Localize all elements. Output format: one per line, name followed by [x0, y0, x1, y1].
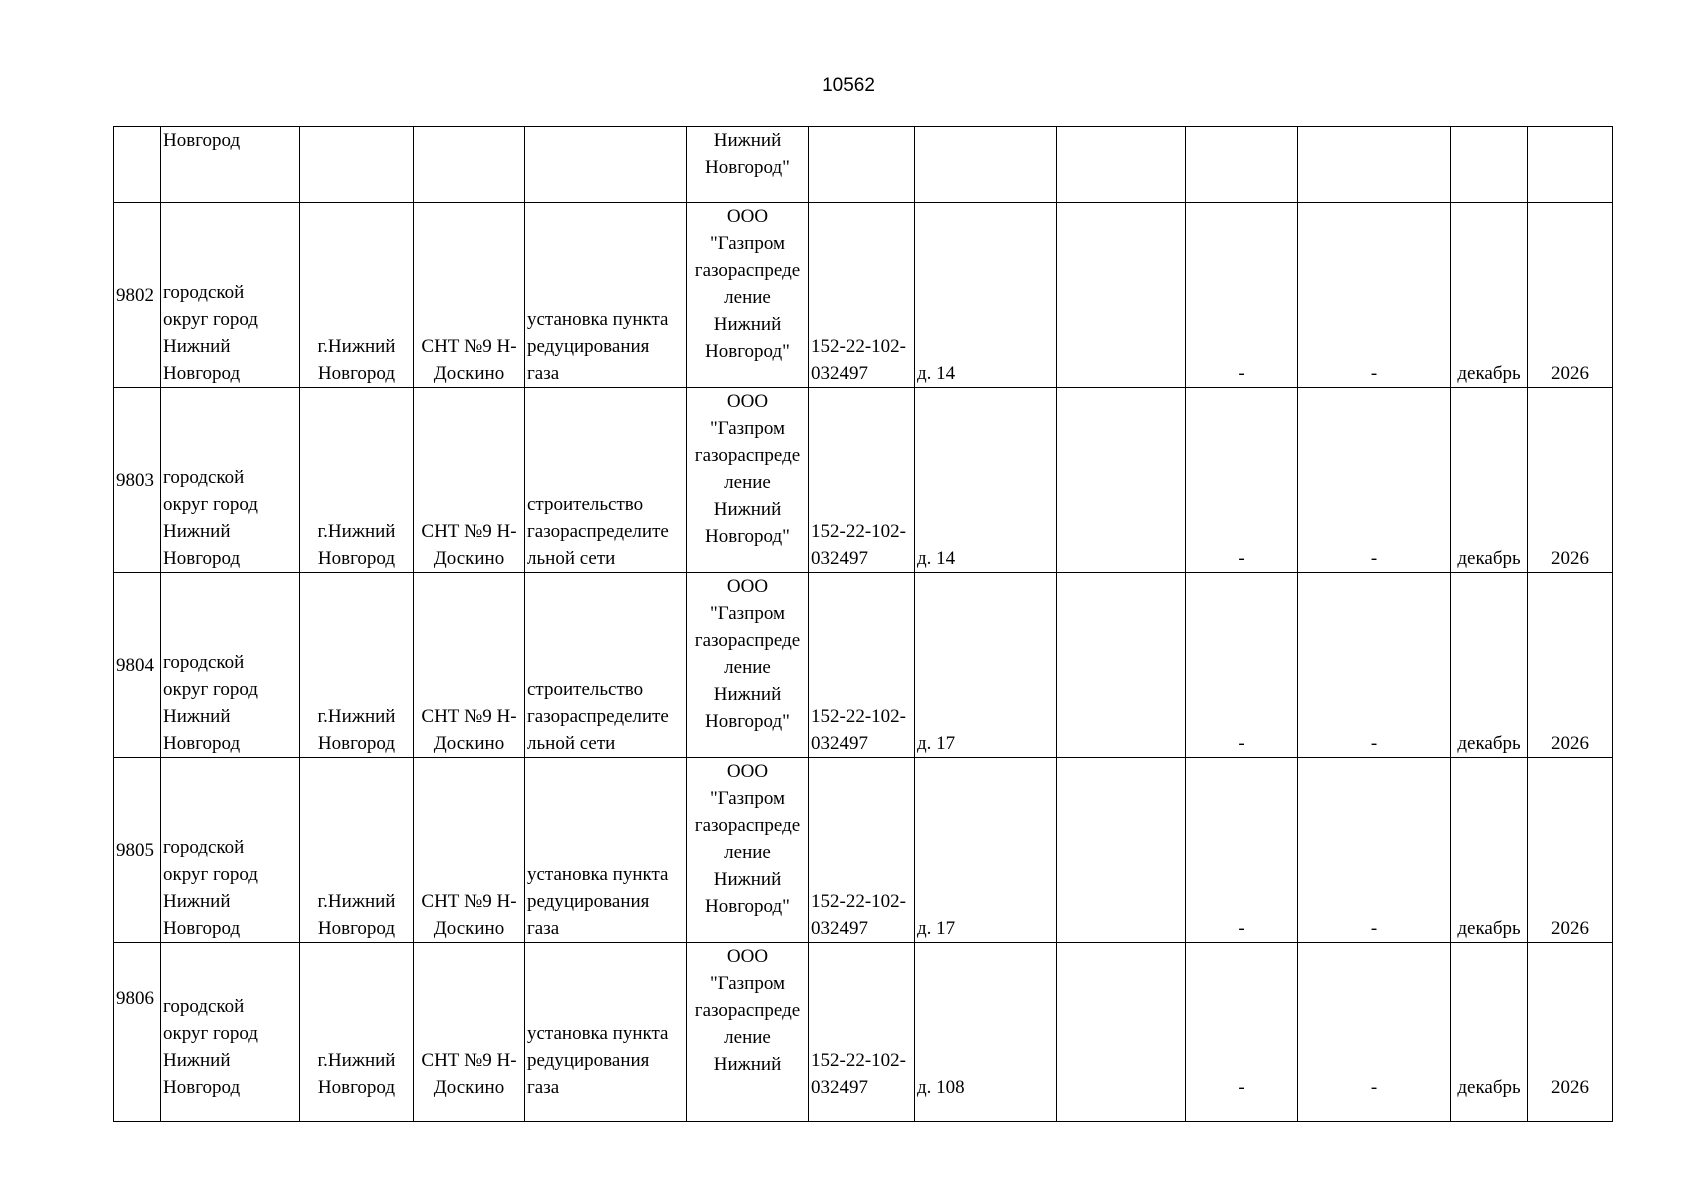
district-line: Новгород: [163, 548, 241, 569]
registry-line: 152-22-102-: [811, 706, 906, 727]
cell-settlement: [414, 573, 525, 758]
city-line: Новгород: [317, 733, 396, 754]
city-line: г.Нижний: [317, 521, 396, 542]
district-line: Новгород: [163, 130, 241, 151]
district-line: Новгород: [163, 918, 241, 939]
org-line: ление: [724, 657, 771, 678]
table-row: [114, 388, 1613, 573]
work-line: редуцирования: [527, 1050, 650, 1071]
district-line: городской: [163, 282, 245, 303]
cell-settlement: [414, 758, 525, 943]
org-line: газораспреде: [694, 445, 801, 466]
cell-empty: [1186, 127, 1298, 203]
cell-number: 9805: [114, 758, 161, 943]
cell-house: [915, 127, 1057, 203]
cell-district: [161, 203, 300, 388]
city-line: г.Нижний: [317, 706, 396, 727]
district-line: городской: [163, 467, 245, 488]
district-line: округ город: [163, 494, 258, 515]
settlement-line: СНТ №9 Н-: [421, 336, 517, 357]
cell-dash: -: [1186, 758, 1298, 943]
registry-table: [113, 126, 1613, 1122]
settlement-line: Доскино: [433, 548, 505, 569]
cell-registry-number: [809, 758, 915, 943]
cell-city: [300, 573, 414, 758]
page-number: 10562: [822, 75, 875, 96]
city-line: Новгород: [317, 1077, 396, 1098]
cell-organization: [687, 758, 809, 943]
cell-organization: [687, 203, 809, 388]
org-line: Нижний: [713, 130, 782, 151]
district-line: Нижний: [163, 706, 231, 727]
district-line: округ город: [163, 679, 258, 700]
cell-work-type: [525, 388, 687, 573]
table-row: [114, 573, 1613, 758]
org-line: Нижний: [713, 314, 782, 335]
cell-work-type: [525, 758, 687, 943]
cell-district: [161, 758, 300, 943]
work-line: газа: [527, 918, 560, 939]
work-line: установка пункта: [527, 309, 669, 330]
org-line: ООО: [726, 761, 769, 782]
org-line: газораспреде: [694, 630, 801, 651]
cell-organization: [687, 388, 809, 573]
work-line: установка пункта: [527, 864, 669, 885]
org-line: газораспреде: [694, 1000, 801, 1021]
org-line: "Газпром: [709, 418, 786, 439]
cell-organization: [687, 127, 809, 203]
org-line: "Газпром: [709, 603, 786, 624]
cell-month: декабрь: [1451, 943, 1528, 1122]
cell-year: 2026: [1528, 203, 1613, 388]
cell-work-type: [525, 203, 687, 388]
org-line: Новгород": [705, 341, 790, 362]
city-line: г.Нижний: [317, 1050, 396, 1071]
table-row: [114, 203, 1613, 388]
cell-year: 2026: [1528, 573, 1613, 758]
cell-city: [300, 388, 414, 573]
org-line: "Газпром: [709, 788, 786, 809]
city-line: г.Нижний: [317, 336, 396, 357]
org-line: ООО: [726, 946, 769, 967]
registry-line: 032497: [811, 918, 868, 939]
table-row: [114, 758, 1613, 943]
city-line: Новгород: [317, 918, 396, 939]
work-line: строительство: [527, 679, 644, 700]
work-line: льной сети: [527, 548, 616, 569]
cell-number: 9803: [114, 388, 161, 573]
cell-city: [300, 127, 414, 203]
org-line: Нижний: [713, 684, 782, 705]
cell-dash: -: [1298, 943, 1451, 1122]
cell-dash: -: [1186, 573, 1298, 758]
city-line: г.Нижний: [317, 891, 396, 912]
org-line: ООО: [726, 206, 769, 227]
org-line: Новгород": [705, 526, 790, 547]
settlement-line: СНТ №9 Н-: [421, 521, 517, 542]
cell-settlement: [414, 203, 525, 388]
city-line: Новгород: [317, 363, 396, 384]
org-line: Новгород": [705, 896, 790, 917]
cell-month: декабрь: [1451, 573, 1528, 758]
district-line: городской: [163, 837, 245, 858]
org-line: газораспреде: [694, 260, 801, 281]
registry-line: 152-22-102-: [811, 521, 906, 542]
cell-city: [300, 943, 414, 1122]
settlement-line: Доскино: [433, 363, 505, 384]
cell-district: [161, 127, 300, 203]
work-line: льной сети: [527, 733, 616, 754]
org-line: Новгород": [705, 711, 790, 732]
cell-registry-number: [809, 203, 915, 388]
registry-line: 152-22-102-: [811, 1050, 906, 1071]
settlement-line: СНТ №9 Н-: [421, 891, 517, 912]
registry-line: 032497: [811, 733, 868, 754]
registry-line: 152-22-102-: [811, 336, 906, 357]
city-line: Новгород: [317, 548, 396, 569]
cell-empty: [1057, 943, 1186, 1122]
cell-month: декабрь: [1451, 758, 1528, 943]
cell-dash: -: [1298, 758, 1451, 943]
settlement-line: СНТ №9 Н-: [421, 706, 517, 727]
district-line: Новгород: [163, 363, 241, 384]
org-line: "Газпром: [709, 973, 786, 994]
cell-dash: -: [1186, 943, 1298, 1122]
table-row: [114, 943, 1613, 1122]
settlement-line: Доскино: [433, 918, 505, 939]
cell-city: [300, 758, 414, 943]
registry-line: 032497: [811, 548, 868, 569]
work-line: газораспределите: [527, 521, 669, 542]
cell-registry-number: [809, 943, 915, 1122]
cell-house: д. 14: [915, 203, 1057, 388]
org-line: ООО: [726, 391, 769, 412]
cell-dash: -: [1298, 573, 1451, 758]
org-line: Новгород": [705, 157, 790, 178]
district-line: Новгород: [163, 733, 241, 754]
org-line: ООО: [726, 576, 769, 597]
work-line: редуцирования: [527, 336, 650, 357]
cell-number: 9806: [114, 943, 161, 1122]
cell-house: д. 17: [915, 758, 1057, 943]
registry-line: 032497: [811, 363, 868, 384]
cell-dash: -: [1186, 203, 1298, 388]
cell-registry-number: [809, 573, 915, 758]
org-line: ление: [724, 1027, 771, 1048]
org-line: ление: [724, 842, 771, 863]
cell-year: 2026: [1528, 758, 1613, 943]
cell-empty: [1057, 573, 1186, 758]
cell-year: 2026: [1528, 388, 1613, 573]
cell-settlement: [414, 943, 525, 1122]
cell-work-type: [525, 573, 687, 758]
org-line: газораспреде: [694, 815, 801, 836]
cell-empty: [1057, 203, 1186, 388]
cell-registry-number: [809, 127, 915, 203]
district-line: Нижний: [163, 891, 231, 912]
district-line: Нижний: [163, 336, 231, 357]
work-line: газа: [527, 1077, 560, 1098]
work-line: установка пункта: [527, 1023, 669, 1044]
district-line: округ город: [163, 864, 258, 885]
cell-settlement: [414, 127, 525, 203]
cell-house: д. 17: [915, 573, 1057, 758]
district-line: Нижний: [163, 521, 231, 542]
cell-work-type: [525, 127, 687, 203]
org-line: Нижний: [713, 1054, 782, 1075]
registry-line: 032497: [811, 1077, 868, 1098]
cell-district: [161, 573, 300, 758]
cell-registry-number: [809, 388, 915, 573]
cell-city: [300, 203, 414, 388]
district-line: округ город: [163, 1023, 258, 1044]
settlement-line: СНТ №9 Н-: [421, 1050, 517, 1071]
district-line: городской: [163, 996, 245, 1017]
settlement-line: Доскино: [433, 733, 505, 754]
org-line: ление: [724, 287, 771, 308]
cell-dash: -: [1186, 388, 1298, 573]
cell-number: 9804: [114, 573, 161, 758]
cell-house: д. 108: [915, 943, 1057, 1122]
work-line: строительство: [527, 494, 644, 515]
cell-empty: [1057, 758, 1186, 943]
cell-month: декабрь: [1451, 388, 1528, 573]
cell-dash: -: [1298, 388, 1451, 573]
work-line: газораспределите: [527, 706, 669, 727]
settlement-line: Доскино: [433, 1077, 505, 1098]
district-line: Нижний: [163, 1050, 231, 1071]
cell-empty: [1057, 388, 1186, 573]
cell-district: [161, 943, 300, 1122]
org-line: ление: [724, 472, 771, 493]
cell-work-type: [525, 943, 687, 1122]
org-line: "Газпром: [709, 233, 786, 254]
cell-settlement: [414, 388, 525, 573]
cell-number: 9802: [114, 203, 161, 388]
table-row-continued: [114, 127, 1613, 203]
district-line: городской: [163, 652, 245, 673]
cell-dash: -: [1298, 203, 1451, 388]
cell-number: [114, 127, 161, 203]
cell-district: [161, 388, 300, 573]
work-line: газа: [527, 363, 560, 384]
org-line: Нижний: [713, 499, 782, 520]
org-line: Нижний: [713, 869, 782, 890]
cell-organization: [687, 573, 809, 758]
district-line: округ город: [163, 309, 258, 330]
registry-line: 152-22-102-: [811, 891, 906, 912]
cell-organization: [687, 943, 809, 1122]
cell-empty: [1298, 127, 1451, 203]
cell-month: декабрь: [1451, 203, 1528, 388]
cell-year: [1528, 127, 1613, 203]
district-line: Новгород: [163, 1077, 241, 1098]
cell-house: д. 14: [915, 388, 1057, 573]
cell-month: [1451, 127, 1528, 203]
cell-year: 2026: [1528, 943, 1613, 1122]
work-line: редуцирования: [527, 891, 650, 912]
cell-empty: [1057, 127, 1186, 203]
